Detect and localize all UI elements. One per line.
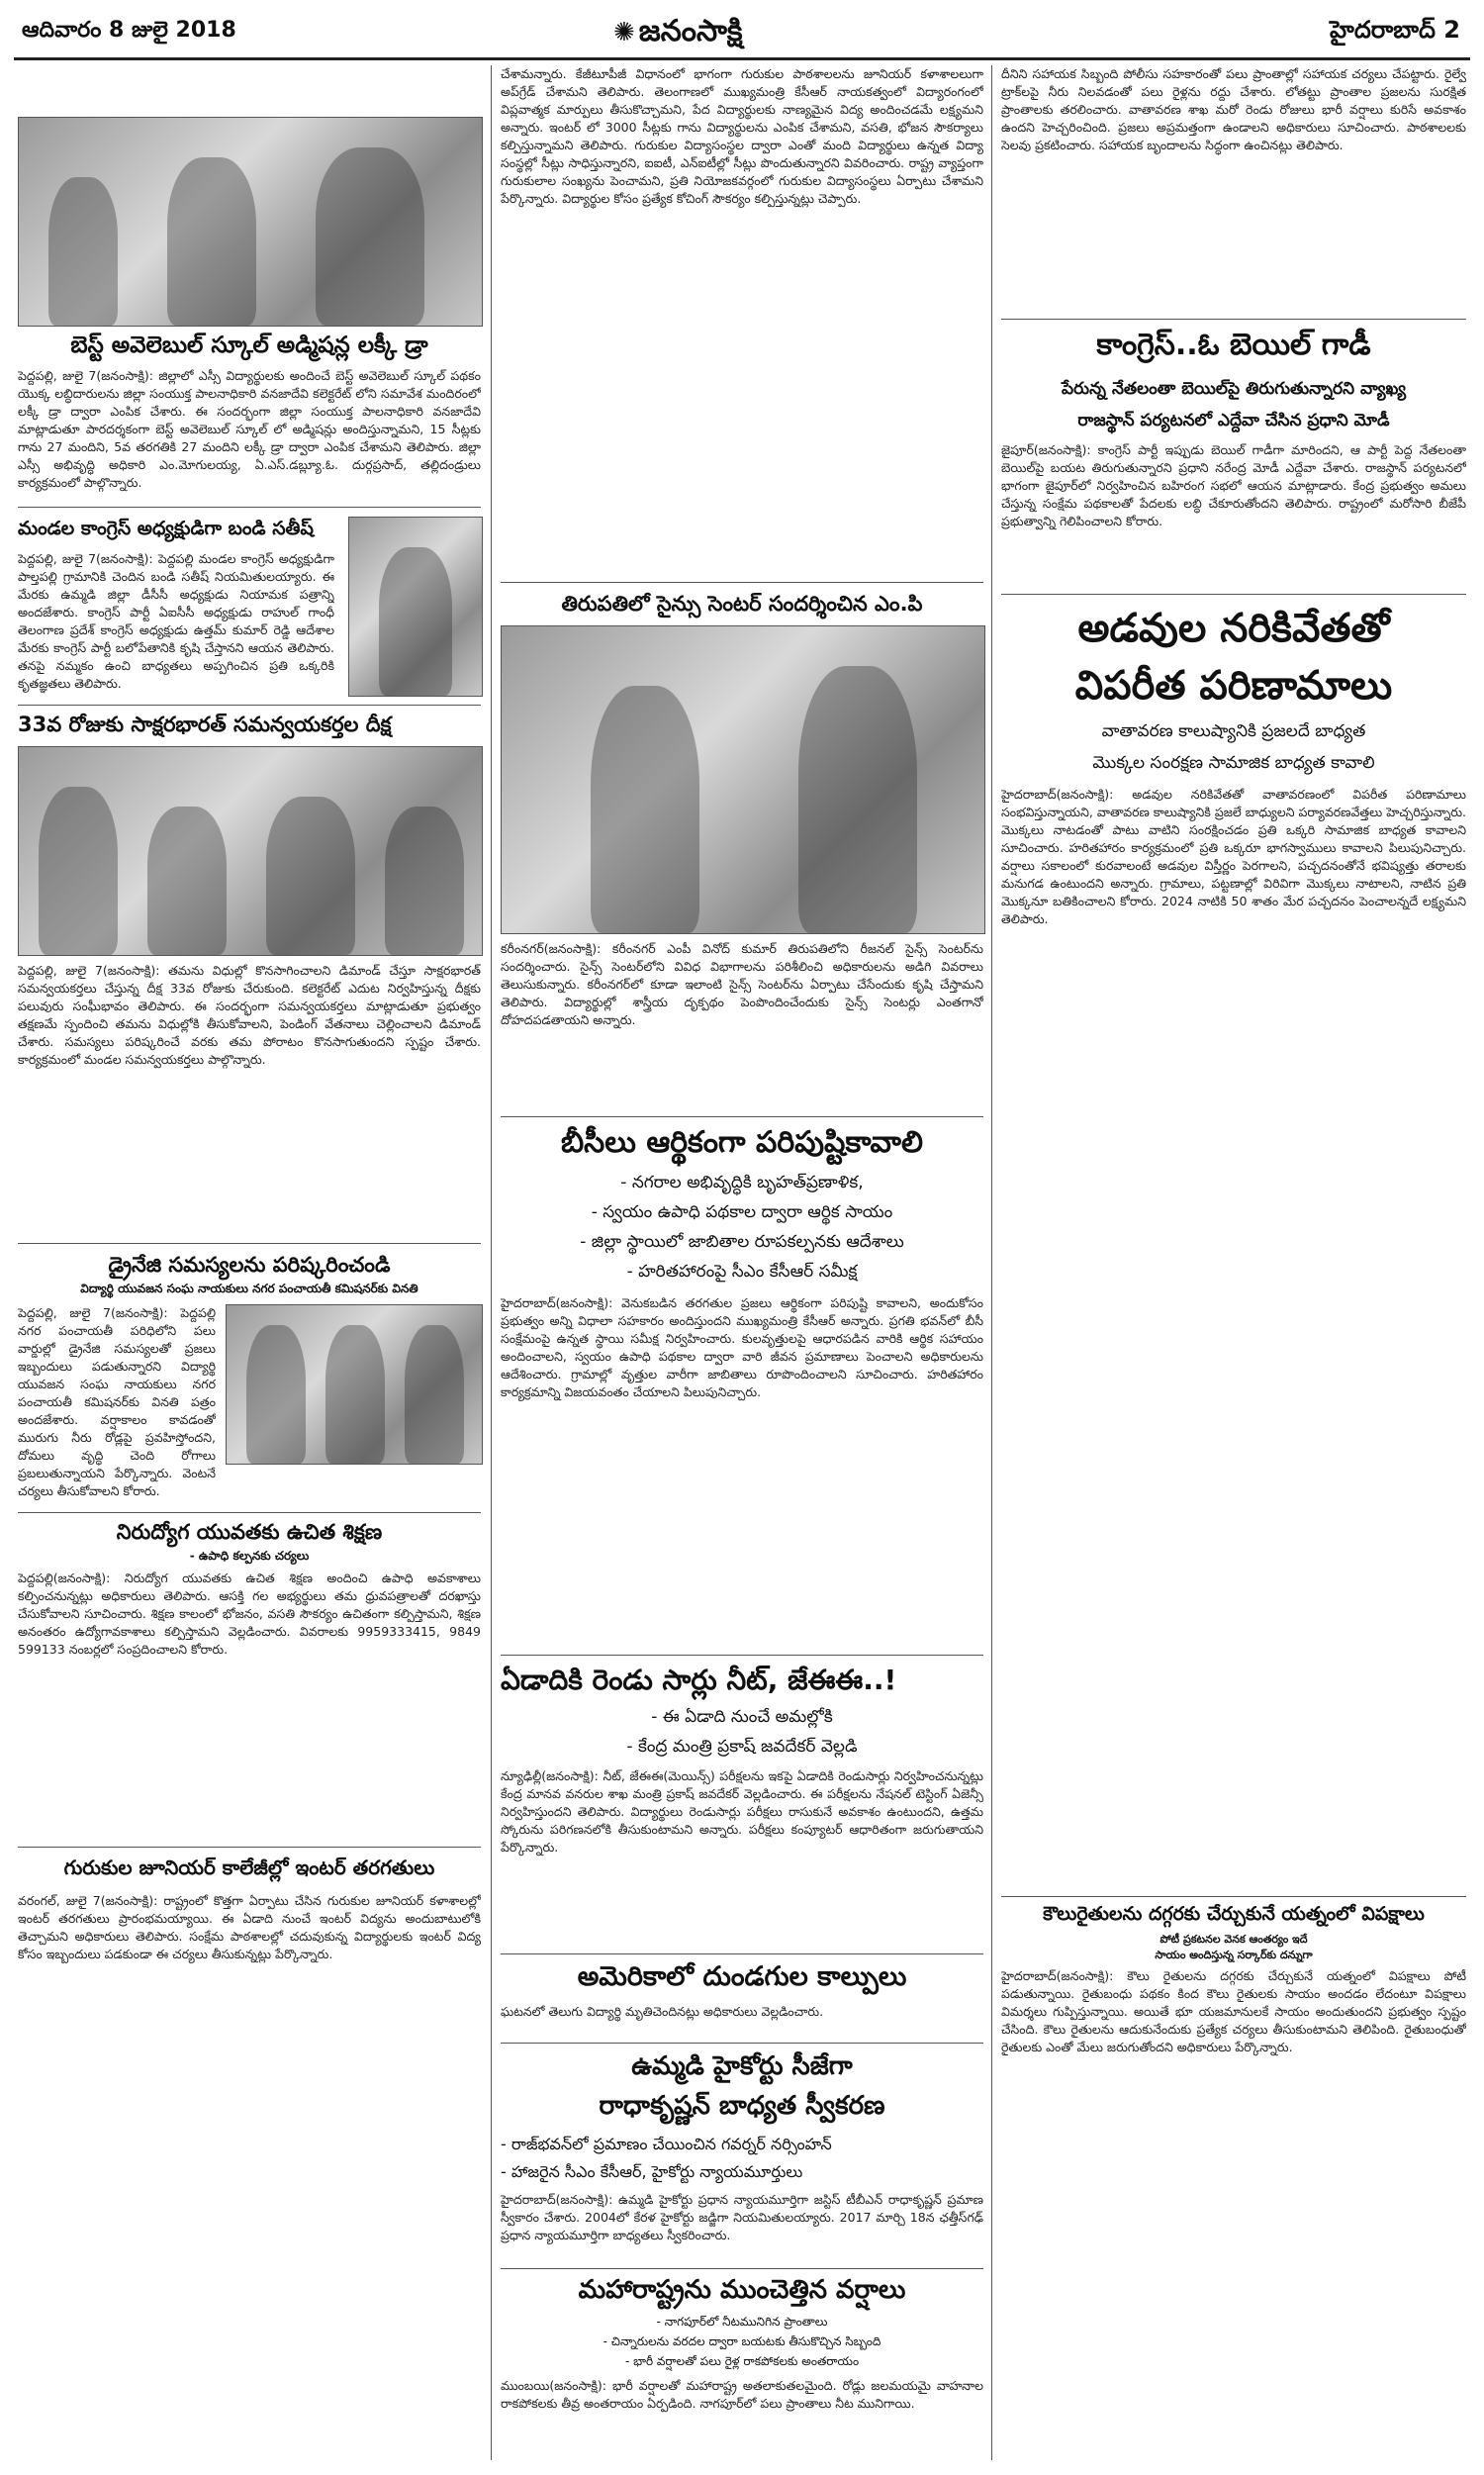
story-photo-science-centre (501, 625, 985, 934)
subhead-deforestation-2: మొక్కల సంరక్షణ సామాజిక బాధ్యత కావాలి (1092, 753, 1375, 773)
headline-gurukul-inter: గురుకుల జూనియర్ కాలేజీల్లో ఇంటర్ తరగతులు (63, 1856, 435, 1879)
column-rule (991, 65, 992, 2460)
body-drainage: పెద్దపల్లి, జులై 7(జనంసాక్షి): పెద్దపల్లి నగర పంచాయతీ పరిధిలోని పలు వార్డుల్లో డ్రైనేజి సమస్యలతో ప్రజలు ఇబ్బందులు పడుతున్నారని విద్యార్థి యువజన సంఘ నాయకులు నగర పంచాయతీ కమిషనర్‌కు వినతి పత్రం అందజేశారు. వర్షాకాలం కావడంతో మురుగు నీరు రోడ్లపై ప్రవహిస్తోందని, దోమలు వృద్ధి చెంది రోగాలు ప్రబలుతున్నాయని పేర్కొన్నారు. వెంటనే చర్యలు తీసుకోవాలని కోరారు. (18, 1304, 216, 1502)
bullet-rains-1: - నాగపూర్‌లో నీటమునిగిన ప్రాంతాలు (656, 2315, 828, 2329)
body-maharashtra-rains: ముంబయి(జనంసాక్షి): భారీ వర్షాలతో మహారాష్ట్ర అతలాకుతలమైంది. రోడ్లు జలమయమై వాహనాల రాకపోకలకు తీవ్ర అంతరాయం ఏర్పడింది. నాగపూర్‌లో పలు ప్రాంతాలు నీట మునిగాయి. (501, 2377, 983, 2466)
body-congress-president: పెద్దపల్లి, జులై 7(జనంసాక్షి): పెద్దపల్లి మండల కాంగ్రెస్ అధ్యక్షుడిగా పాల్తపల్లి గ్రామానికి చెందిన బండి సతీష్ నియమితులయ్యారు. ఈ మేరకు ఉమ్మడి జిల్లా డీసీసీ అధ్యక్షుడు నియామక పత్రాన్ని అందజేశారు. కాంగ్రెస్ పార్టీ ఏఐసీసీ అధ్యక్షుడు రాహుల్ గాంధీ తెలంగాణ ప్రదేశ్ కాంగ్రెస్ అధ్యక్షుడు ఉత్తమ్ కుమార్ రెడ్డి ఆదేశాల మేరకు కాంగ్రెస్ పార్టీ బలోపేతానికి కృషి చేస్తానని ఆయన తెలిపారు. తనపై నమ్మకం ఉంచి బాధ్యతలు అప్పగించిన ప్రతి ఒక్కరికి కృతజ్ఞతలు తెలిపారు. (18, 550, 334, 699)
subhead-free-training: - ఉపాధి కల్పనకు చర్యలు (189, 1549, 310, 1563)
body-sakshara-bharat: పెద్దపల్లి, జులై 7(జనంసాక్షి): తమను విధుల్లో కొనసాగించాలని డిమాండ్ చేస్తూ సాక్షరభారత్ సమన్వయకర్తలు చేస్తున్న దీక్ష 33వ రోజుకు చేరుకుంది. కలెక్టరేట్ ఎదుట నిర్వహిస్తున్న దీక్షకు పలువురు సంఘీభావం తెలిపారు. ఈ సందర్భంగా సమన్వయకర్తలు మాట్లాడుతూ ప్రభుత్వం తక్షణమే స్పందించి తమను విధుల్లోకి తీసుకోవాలని, పెండింగ్ వేతనాలు చెల్లించాలని డిమాండ్ చేశారు. సమస్యలు పరిష్కరించే వరకు తమ పోరాటం కొనసాగుతుందని స్పష్టం చేశారు. కార్యక్రమంలో మండల సమన్వయకర్తలు పాల్గొన్నారు. (18, 962, 481, 1235)
body-us-shooting: ఘటనలో తెలుగు విద్యార్థి మృతిచెందినట్లు అధికారులు వెల్లడించారు. (501, 2003, 983, 2039)
body-science-centre: కరీంనగర్(జనంసాక్షి): కరీంనగర్ ఎంపీ వినోద్ కుమార్ తిరుపతిలోని రీజనల్ సైన్స్ సెంటర్‌ను సందర్శించారు. సైన్స్ సెంటర్‌లోని వివిధ విభాగాలను పరిశీలించి అధికారులను అడిగి వివరాలు తెలుసుకున్నారు. కరీంనగర్‌లో కూడా ఇలాంటి సైన్స్ సెంటర్‌ను ఏర్పాటు చేసేందుకు కృషి చేస్తామని తెలిపారు. విద్యార్థుల్లో శాస్త్రీయ దృక్పథం పెంపొందించేందుకు సైన్స్ సెంటర్లు ఎంతగానో దోహదపడతాయని అన్నారు. (501, 940, 983, 1110)
headline-neet-jee: ఏడాదికి రెండు సార్లు నీట్, జేఈఈ..! (501, 1664, 897, 1696)
headline-us-shooting: అమెరికాలో దుండగుల కాల్పులు (577, 1961, 907, 1992)
bullet-neet-2: - కేంద్ర మంత్రి ప్రకాష్ జవదేకర్ వెల్లడి (626, 1737, 858, 1757)
divider (1001, 1896, 1466, 1897)
headline-deforestation: అడవుల నరికివేతతో (1077, 606, 1390, 651)
divider (18, 1847, 481, 1848)
headline-drainage: డ్రైనేజి సమస్యలను పరిష్కరించండి (108, 1253, 391, 1277)
city-page-label: హైదరాబాద్ 2 (1330, 16, 1460, 44)
body-gurukul-continued: చేశామన్నారు. కేజీటూపీజీ విధానంలో భాగంగా గురుకుల పాఠశాలలను జూనియర్ కళాశాలలుగా అప్‌గ్రేడ్ చేశామని తెలిపారు. తెలంగాణలో ముఖ్యమంత్రి కేసీఆర్ నాయకత్వంలో విద్యారంగంలో విప్లవాత్మక మార్పులు తీసుకొచ్చామని, పేద విద్యార్థులకు నాణ్యమైన విద్య అందించడమే లక్ష్యమని అన్నారు. ఇంటర్ లో 3000 సీట్లకు గాను విద్యార్థులను ఎంపిక చేశామని, వసతి, భోజన సౌకర్యాలు కల్పిస్తున్నామని తెలిపారు. గురుకుల విద్యాసంస్థల ద్వారా ఎంతో మంది విద్యార్థులు ఉన్నత విద్యా సంస్థల్లో సీట్లు సాధిస్తున్నారని, ఐఐటీ, ఎన్ఐటీల్లో సీట్లు పొందుతున్నారని వివరించారు. రాష్ట్ర వ్యాప్తంగా గురుకులాల సంఖ్యను పెంచామని, ప్రతి నియోజకవర్గంలో గురుకుల విద్యాసంస్థలు ఏర్పాటు చేశామని పేర్కొన్నారు. విద్యార్థుల కోసం ప్రత్యేక కోచింగ్ సౌకర్యం కల్పిస్తున్నట్లు చెప్పారు. (501, 65, 983, 575)
subhead-deforestation: వాతావరణ కాలుష్యానికి ప్రజలదే బాధ్యత (1101, 721, 1366, 741)
subhead-drainage: విద్యార్థి యువజన సంఘ నాయకులు నగర పంచాయతీ కమిషనర్‌కు వినతి (80, 1282, 418, 1295)
divider (1001, 594, 1466, 595)
bullet-hc-2: - హాజరైన సీఎం కేసీఆర్, హైకోర్టు న్యాయమూర్తులు (501, 2162, 803, 2181)
subhead-bail-gaadi: పేరున్న నేతలంతా బెయిల్‌పై తిరుగుతున్నారని వ్యాఖ్య (1062, 379, 1406, 399)
bullet-bc-2: - స్వయం ఉపాధి పథకాల ద్వారా ఆర్థిక సాయం (591, 1202, 893, 1222)
divider (501, 2043, 983, 2044)
divider (1001, 319, 1466, 320)
subhead-tenant-farmers-2: సాయం అందిస్తున్న సర్కార్‌కు దన్నుగా (1155, 1949, 1313, 1961)
divider (501, 582, 983, 583)
story-photo-protest (18, 746, 483, 956)
bullet-bc-3: - జిల్లా స్థాయిలో జాబితాల రూపకల్పనకు ఆదేశాలు (580, 1232, 904, 1252)
headline-maharashtra-rains: మహారాష్ట్రను ముంచెత్తిన వర్షాలు (578, 2275, 906, 2305)
bullet-bc-1: - నగరాల అభివృద్ధికి బృహత్‌ప్రణాళిక, (620, 1173, 864, 1192)
headline-tenant-farmers: కౌలురైతులను దగ్గరకు చేర్చుకునే యత్నంలో విపక్షాలు (1043, 1903, 1425, 1925)
headline-free-training: నిరుద్యోగ యువతకు ఉచిత శిక్షణ (116, 1520, 383, 1544)
divider (501, 1655, 983, 1656)
newspaper-logo (613, 14, 743, 55)
headline-science-centre: తిరుపతిలో సైన్సు సెంటర్ సందర్శించిన ఎం.పి (561, 592, 923, 616)
divider (18, 507, 481, 508)
divider (18, 1512, 481, 1513)
headline-hc-cj: ఉమ్మడి హైకోర్టు సీజేగా (631, 2051, 853, 2081)
divider (501, 1116, 983, 1117)
issue-date: ఆదివారం 8 జులై 2018 (22, 18, 236, 43)
masthead (0, 0, 1484, 61)
headline-lucky-draw: బెస్ట్ అవెలెబుల్ స్కూల్ అడ్మిషన్ల లక్కీ డ్రా (70, 333, 428, 358)
body-rains-continued: దీనిని సహాయక సిబ్బంది పోలీసు సహకారంతో పలు ప్రాంతాల్లో సహాయక చర్యలు చేపట్టారు. రైల్వే ట్రాక్‌లపై నీరు నిలవడంతో పలు రైళ్లను రద్దు చేశారు. లోతట్టు ప్రాంతాల ప్రజలను సురక్షిత ప్రాంతాలకు తరలించారు. వాతావరణ శాఖ మరో రెండు రోజులు భారీ వర్షాలు కురిసే అవకాశం ఉందని హెచ్చరించింది. ప్రజలు అప్రమత్తంగా ఉండాలని అధికారులు సూచించారు. పాఠశాలలకు సెలవు ప్రకటించారు. సహాయక బృందాలను సిద్ధంగా ఉంచినట్లు తెలిపారు. (1001, 65, 1466, 313)
divider (501, 1953, 983, 1954)
body-gurukul-inter: వరంగల్, జులై 7(జనంసాక్షి): రాష్ట్రంలో కొత్తగా ఏర్పాటు చేసిన గురుకుల జూనియర్ కళాశాలల్లో ఇంటర్ తరగతులు ప్రారంభమయ్యాయి. ఈ ఏడాది నుంచే ఇంటర్ విద్యను అందుబాటులోకి తెచ్చామని అధికారులు తెలిపారు. సంక్షేమ పాఠశాలల్లో చదువుకున్న విద్యార్థులకు ఇంటర్ విద్య కోసం ఇబ్బందులు పడకుండా ఈ చర్యలు తీసుకున్నట్లు పేర్కొన్నారు. (18, 1892, 481, 2466)
body-deforestation: హైదరాబాద్(జనంసాక్షి): అడవుల నరికివేతతో వాతావరణంలో విపరీత పరిణామాలు సంభవిస్తున్నాయని, వాతావరణ కాలుష్యానికి ప్రజలే బాధ్యులని పర్యావరణవేత్తలు హెచ్చరిస్తున్నారు. మొక్కలు నాటడంతో పాటు వాటిని సంరక్షించడం ప్రతి ఒక్కరి సామాజిక బాధ్యత కావాలని సూచించారు. హరితహారం కార్యక్రమంలో ప్రతి ఒక్కరూ భాగస్వాములు కావాలని పిలుపునిచ్చారు. వర్షాలు సకాలంలో కురవాలంటే అడవుల విస్తీర్ణం పెరగాలని, పచ్చదనంతోనే భవిష్యత్తు తరాలకు మనుగడ ఉంటుందని అన్నారు. గ్రామాలు, పట్టణాల్లో విరివిగా మొక్కలు నాటాలని, నాటిన ప్రతి మొక్కనూ బతికించాలని కోరారు. 2024 నాటికి 50 శాతం మేర పచ్చదనం పెంచాలన్నదే లక్ష్యమని తెలిపారు. (1001, 786, 1466, 1890)
divider (501, 2268, 983, 2269)
body-lucky-draw: పెద్దపల్లి, జులై 7(జనంసాక్షి): జిల్లాలో ఎస్సీ విద్యార్థులకు అందించే బెస్ట్ అవెలెబుల్ స్కూల్ పథకం యొక్క లబ్ధిదారులను జిల్లా సంయుక్త పాలనాధికారి వనజాదేవి కలెక్టరేట్ లోని సమావేశ మందిరంలో లక్కీ డ్రా ద్వారా ఎంపిక చేశారు. ఈ సందర్భంగా జిల్లా సంయుక్త పాలనాధికారి వనజాదేవి మాట్లాడుతూ పారదర్శకంగా బెస్ట్ అవెలెబుల్ స్కూల్ లో అడ్మిషన్లు అందిస్తున్నామని, 15 సీట్లకు గాను 27 మందిని, 5వ తరగతికి 27 మందిని లక్కీ డ్రా ద్వారా ఎంపిక చేశామని తెలిపారు. జిల్లా ఎస్సీ అభివృద్ధి అధికారి ఎం.మోగులయ్య, ఏ.ఎస్.డబ్ల్యూ.ఓ. దుర్గప్రసాద్, తల్లిదండ్రులు కార్యక్రమంలో పాల్గొన్నారు. (18, 367, 481, 498)
body-bail-gaadi: జైపూర్(జనంసాక్షి): కాంగ్రెస్ పార్టీ ఇప్పుడు బెయిల్ గాడీగా మారిందని, ఆ పార్టీ పెద్ద నేతలంతా బెయిల్‌పై బయట తిరుగుతున్నారని ప్రధాని నరేంద్ర మోడీ ఎద్దేవా చేశారు. రాజస్థాన్ పర్యటనలో భాగంగా జైపూర్‌లో నిర్వహించిన బహిరంగ సభలో ఆయన మాట్లాడారు. కేంద్ర ప్రభుత్వం అమలు చేస్తున్న సంక్షేమ పథకాలతో పేదలకు లబ్ధి చేకూరుతోందని తెలిపారు. రాష్ట్రంలో మరోసారి బీజేపీ ప్రభుత్వాన్ని గెలిపించాలని కోరారు. (1001, 441, 1466, 588)
logo-star-icon: ✺ (613, 18, 635, 48)
headline-hc-cj-2: రాధాకృష్ణన్ బాధ్యత స్వీకరణ (599, 2091, 885, 2121)
body-free-training: పెద్దపల్లి(జనంసాక్షి): నిరుద్యోగ యువతకు ఉచిత శిక్షణ అందించి ఉపాధి అవకాశాలు కల్పించనున్నట్లు అధికారులు తెలిపారు. ఆసక్తి గల అభ్యర్థులు తమ ధ్రువపత్రాలతో దరఖాస్తు చేసుకోవాలని సూచించారు. శిక్షణ కాలంలో భోజనం, వసతి సౌకర్యం ఉచితంగా కల్పిస్తామని, శిక్షణ అనంతరం ఉద్యోగావకాశాలు కల్పిస్తామని వెల్లడించారు. వివరాలకు 9959333415, 9849 599133 నంబర్లలో సంప్రదించాలని కోరారు. (18, 1570, 481, 1837)
body-bc-welfare: హైదరాబాద్(జనంసాక్షి): వెనుకబడిన తరగతుల ప్రజలు ఆర్థికంగా పరిపుష్టి కావాలని, అందుకోసం ప్రభుత్వం అన్ని విధాలా సహకారం అందిస్తుందని ముఖ్యమంత్రి కేసీఆర్ అన్నారు. ప్రగతి భవన్‌లో బీసీ సంక్షేమంపై ఉన్నత స్థాయి సమీక్ష నిర్వహించారు. కులవృత్తులపై ఆధారపడిన వారికి ఆర్థిక సహాయం అందించాలని, స్వయం ఉపాధి పథకాల ద్వారా వారి జీవన ప్రమాణాలు పెంచాలని అధికారులను ఆదేశించారు. గ్రామాల్లో వృత్తుల వారీగా జాబితాలు రూపొందించాలని సూచించారు. హరితహారం కార్యక్రమాన్ని విజయవంతం చేయాలని పిలుపునిచ్చారు. (501, 1294, 983, 1649)
body-tenant-farmers: హైదరాబాద్(జనంసాక్షి): కౌలు రైతులను దగ్గరకు చేర్చుకునే యత్నంలో విపక్షాలు పోటీ పడుతున్నాయి. రైతుబంధు పథకం కింద కౌలు రైతులకు సాయం అందడం లేదంటూ విపక్షాలు విమర్శలు గుప్పిస్తున్నాయి. అయితే భూ యజమానులకే సాయం అందుతుందని ప్రభుత్వం స్పష్టం చేసింది. కౌలు రైతులను ఆదుకునేందుకు ప్రత్యేక చర్యలు తీసుకుంటామని తెలిపింది. రైతుబంధుతో రైతులకు ఎంతో మేలు జరుగుతోందని అధికారులు పేర్కొన్నారు. (1001, 1967, 1466, 2466)
story-photo-petition (226, 1304, 483, 1465)
headline-bc-welfare: బీసీలు ఆర్థికంగా పరిపుష్టికావాలి (561, 1125, 923, 1160)
headline-bail-gaadi: కాంగ్రెస్..ఓ బెయిల్ గాడీ (1096, 328, 1371, 362)
headline-deforestation-2: విపరీత పరిణామాలు (1074, 663, 1393, 709)
body-neet-jee: న్యూఢిల్లీ(జనంసాక్షి): నీట్, జేఈఈ(మెయిన్స్) పరీక్షలను ఇకపై ఏడాదికి రెండుసార్లు నిర్వహించనున్నట్లు కేంద్ర మానవ వనరుల శాఖ మంత్రి ప్రకాష్ జవదేకర్ వెల్లడించారు. ఈ పరీక్షలను నేషనల్ టెస్టింగ్ ఏజెన్సీ నిర్వహిస్తుందని తెలిపారు. విద్యార్థులు రెండుసార్లు పరీక్షలు రాసుకునే అవకాశం ఉంటుందని, ఉత్తమ స్కోరును పరిగణనలోకి తీసుకుంటామని అన్నారు. పరీక్షలు కంప్యూటర్ ఆధారితంగా జరుగుతాయని పేర్కొన్నారు. (501, 1767, 983, 1946)
bullet-rains-2: - చిన్నారులను వరదల ద్వారా బయటకు తీసుకొచ్చిన సిబ్బంది (603, 2334, 881, 2348)
headline-sakshara-bharat: 33వ రోజుకు సాక్షరభారత్ సమన్వయకర్తల దీక్ష (18, 713, 392, 736)
bullet-neet-1: - ఈ ఏడాది నుంచే అమల్లోకి (651, 1707, 833, 1727)
subhead-bail-gaadi-2: రాజస్థాన్ పర్యటనలో ఎద్దేవా చేసిన ప్రధాని మోడీ (1077, 411, 1390, 430)
masthead-rule (14, 57, 1470, 60)
story-photo-lucky-draw (18, 117, 483, 327)
portrait-photo (348, 517, 483, 697)
divider (18, 1243, 481, 1244)
bullet-hc-1: - రాజ్‌భవన్‌లో ప్రమాణం చేయించిన గవర్నర్ నర్సింహన్ (501, 2135, 832, 2153)
bullet-bc-4: - హరితహారంపై సీఎం కేసీఆర్ సమీక్ష (626, 1262, 858, 1282)
column-rule (491, 65, 492, 2460)
headline-congress-president: మండల కాంగ్రెస్ అధ్యక్షుడిగా బండి సతీష్ (18, 518, 314, 539)
body-hc-cj: హైదరాబాద్(జనంసాక్షి): ఉమ్మడి హైకోర్టు ప్రధాన న్యాయమూర్తిగా జస్టిస్ టీబీఎన్ రాధాకృష్ణన్ ప్రమాణ స్వీకారం చేశారు. 2004లో కేరళ హైకోర్టు జడ్జిగా నియమితులయ్యారు. 2017 మార్చి 18న ఛత్తీస్‌గఢ్ ప్రధాన న్యాయమూర్తిగా బాధ్యతలు స్వీకరించారు. (501, 2191, 983, 2262)
logo-text: జనంసాక్షి (638, 14, 743, 48)
subhead-tenant-farmers: పోటీ ప్రకటనల వెనక ఆంతర్యం ఇదే (1159, 1933, 1308, 1946)
bullet-rains-3: - భారీ వర్షాలతో పలు రైళ్ల రాకపోకలకు అంతరాయం (624, 2354, 860, 2368)
divider (18, 705, 481, 706)
